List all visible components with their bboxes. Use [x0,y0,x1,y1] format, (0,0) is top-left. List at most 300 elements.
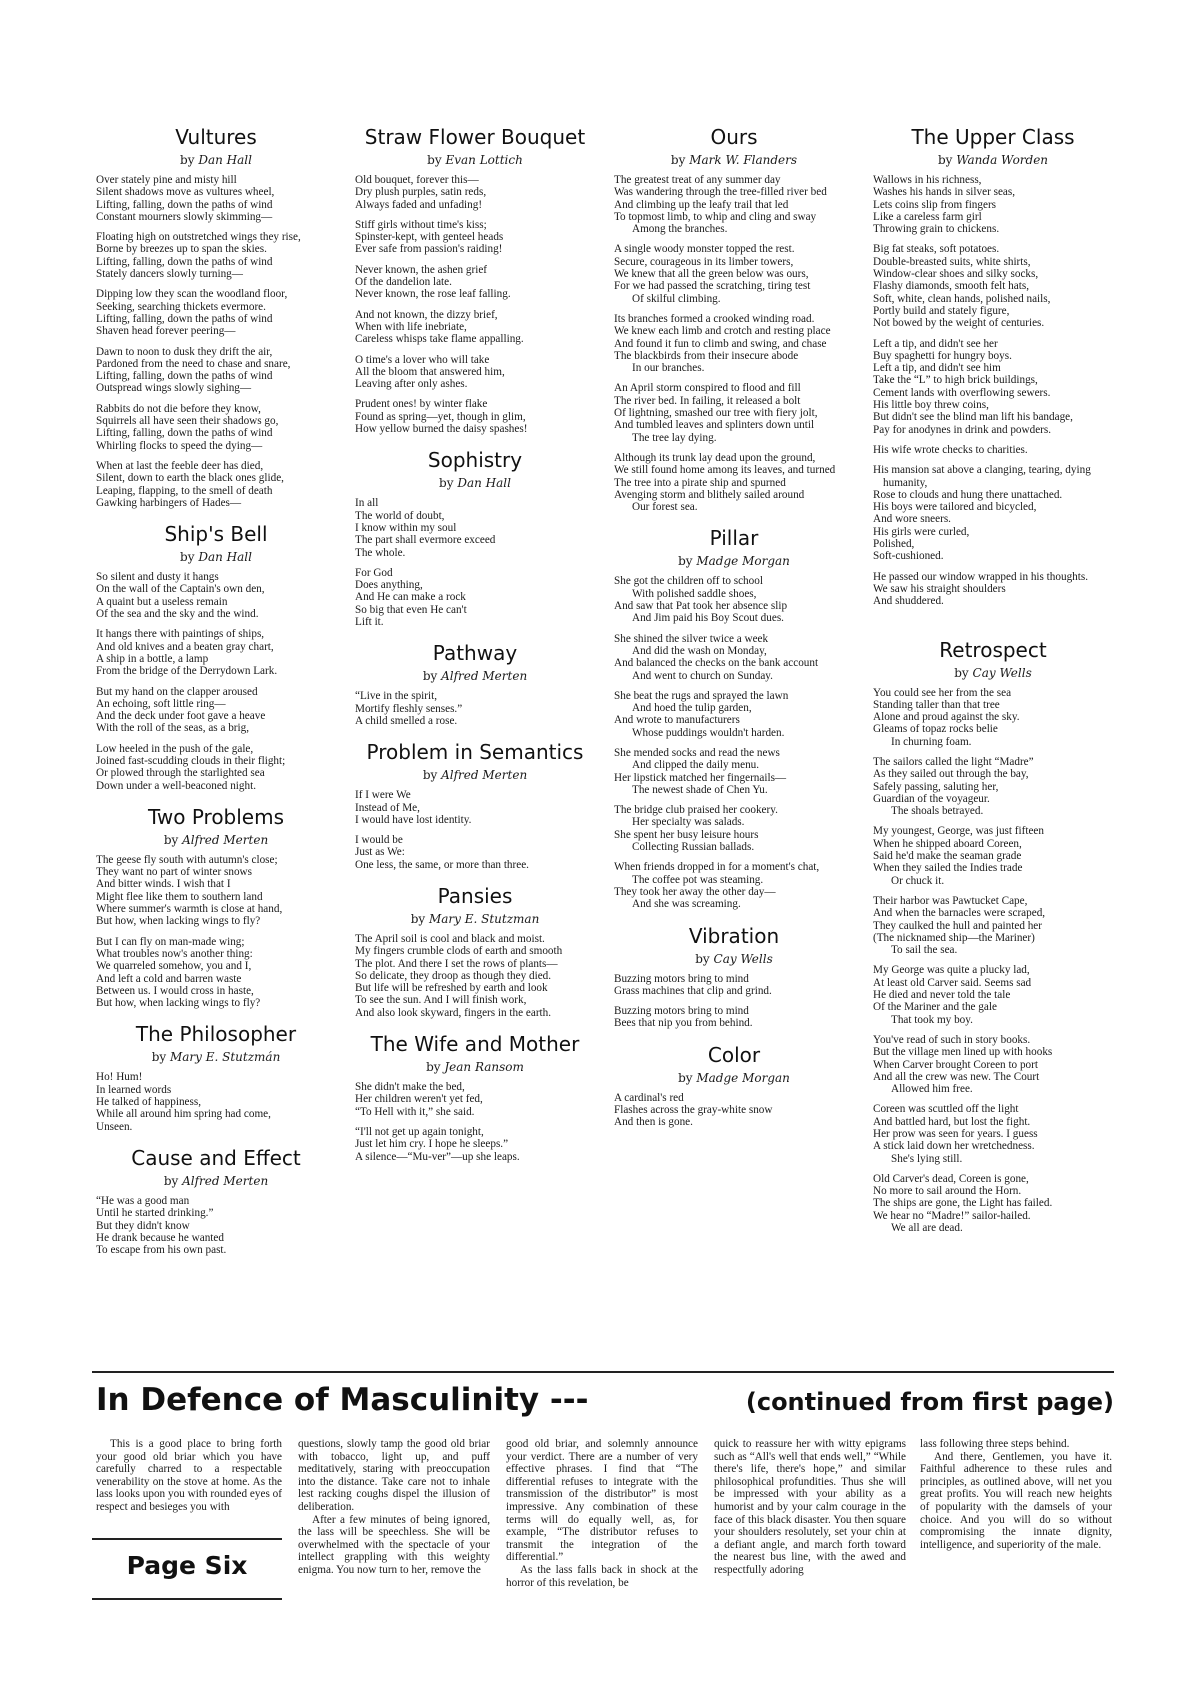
stanza [873,1173,1113,1234]
poem-line: Was wandering through the tree-filled river bed [614,186,827,199]
poem-line: Her children weren't yet fed, [355,1093,483,1106]
poem-author: Jean Ransom [444,1060,524,1075]
poem-line: Silent shadows move as vultures wheel, [96,186,275,199]
poem-line: Lifting, falling, down the paths of wind [96,370,273,383]
poem-line: And the deck under foot gave a heave [96,710,266,723]
poem-line: Her lipstick matched her fingernails— [614,771,787,784]
poem-line: And saw that Pat took her absence slip [614,600,788,613]
poem-retrospect [873,638,1113,1235]
poem-line: We saw his straight shoulders [873,582,1006,595]
poem-line: From the bridge of the Derrydown Lark. [96,665,278,678]
poem-body [355,690,595,727]
article-paragraph: This is a good place to bring forth your good old briar which you have carefully charred to a respectable venerability on the stove at home. As the lass looks upon you with rounded eyes of respect and besieges you with [96,1438,282,1513]
poem-body [355,497,595,628]
article-headline: In Defence of Masculinity --- [96,1382,589,1418]
stanza [96,571,336,620]
poem-line: But my hand on the clapper aroused [96,685,258,698]
poem-line: To topmost limb, to whip and cling and sway [614,210,817,223]
poem-line: Unseen. [96,1120,133,1133]
poem-line: Collecting Russian ballads. [632,841,755,854]
poem-line: But life will be refreshed by earth and look [355,982,548,995]
poem-sophistry [355,448,595,628]
poem-line: Wallows in his richness, [873,174,982,186]
stanza [96,288,336,337]
poem-line: Said he'd make the seaman grade [873,850,1022,863]
poem-line: Grass machines that clip and grind. [614,984,772,997]
poem-title: Vibration [688,923,780,948]
poem-line: And Jim paid his Boy Scout dues. [632,612,784,625]
poem-line: Polished, [873,538,915,551]
stanza [873,687,1113,748]
poem-line: His boys were tailored and bicycled, [873,501,1037,514]
poem-line: Of the sea and the sky and the wind. [96,608,259,621]
poem-line: Low heeled in the push of the gale, [96,742,254,755]
poem-line: Pardoned from the need to chase and snare, [96,357,291,370]
poem-line: Shaven head forever peering— [96,325,236,338]
poem-byline: by Dan Hall [180,550,252,565]
article-paragraph: After a few minutes of being ignored, the lass will be speechless. She will be overwhelmed with the spectacle of your intellect grappling with this weighty enigma. You now turn to her, remove the [298,1513,490,1576]
poem-line: The ships are gone, the Light has failed. [873,1197,1053,1210]
stanza [355,933,595,1019]
poem-line: And then is gone. [614,1116,693,1129]
poem-line: Always faded and unfading! [355,198,483,211]
poem-author: Dan Hall [457,476,511,491]
poem-body [355,1081,595,1163]
poem-line: She spent her busy leisure hours [614,828,759,841]
poem-line: Lifting, falling, down the paths of wind [96,427,273,440]
poem-line: So silent and dusty it hangs [96,571,219,584]
poem-line: My George was quite a plucky lad, [873,964,1030,977]
poem-line: Dipping low they scan the woodland floor, [96,288,288,301]
poem-byline: by Madge Morgan [678,1070,790,1085]
poem-line: Bees that nip you from behind. [614,1017,753,1030]
poem-line: And went to church on Sunday. [632,669,773,682]
poem-line: The whole. [355,546,406,559]
poem-body [96,1071,336,1132]
page-label-rule-top [92,1538,282,1540]
poem-author: Dan Hall [198,153,252,167]
stanza [873,243,1113,329]
stanza [96,231,336,280]
poem-line: The coffee pot was steaming. [632,873,764,886]
poem-line: Where summer's warmth is close at hand, [96,903,283,916]
poem-line: Joined fast-scudding clouds in their flight; [96,754,286,767]
poem-line: Constant mourners slowly skimming— [96,210,273,223]
poem-line: But I can fly on man-made wing; [96,935,245,948]
poem-line: Guardian of the voyageur. [873,792,990,805]
poem-line: And wore sneers. [873,513,951,526]
poem-title: Vultures [175,125,257,149]
stanza [96,628,336,677]
stanza [355,567,595,628]
article-headline-row [96,1382,1114,1426]
article-paragraph: quick to reassure her with witty epigrams such as “All's well that ends well,” “While there's life, there's hope,” and similar philosophical profundities. Thus she will be impressed with your ability as a humorist and by your calm courage in the face of this black disaster. You then square your shoulders resolutely, set your chin at a defiant angle, and march forth toward the nearest bus line, with the awed and respectfully adoring [714,1438,906,1576]
poem-line: And He can make a rock [355,591,466,604]
poem-line: For we had passed the scratching, tiring test [614,280,811,293]
article-paragraph: And there, Gentlemen, you have it. Faithful adherence to these rules and principles, as outlined above, will net you great profits. You will reach new heights of popularity with the damsels of your choice. And you will do so without compromising the innate dignity, intelligence, and superiority of the male. [920,1450,1112,1551]
poem-line: Ho! Hum! [96,1071,143,1084]
poem-byline: by Mark W. Flanders [670,153,798,167]
poem-line: And she was screaming. [632,898,741,911]
poem-line: Cement lands with overflowing sewers. [873,386,1051,399]
poem-line: Down under a well-beaconed night. [96,779,256,792]
poem-line: And clipped the daily menu. [632,759,760,772]
poem-philosopher [96,1022,336,1132]
poem-line: Old Carver's dead, Coreen is gone, [873,1172,1029,1185]
poem-line: I know within my soul [355,521,457,534]
poem-line: In churning foam. [891,735,972,748]
poem-line: But they didn't know [96,1219,190,1232]
poem-byline: by Mary E. Stutzman [410,911,540,926]
poem-byline: by Wanda Worden [937,153,1049,167]
poem-line: And hoed the tulip garden, [632,702,752,715]
poem-line: And balanced the checks on the bank account [614,657,819,670]
poem-title: Pathway [432,641,518,666]
poem-vibration [614,924,854,1030]
poem-title: The Philosopher [135,1022,297,1047]
poem-line: Avenging storm and blithely sailed around [614,488,805,501]
poem-line: When he shipped aboard Coreen, [873,837,1022,850]
stanza [355,354,595,391]
stanza [873,464,1113,562]
stanza [614,575,854,624]
poem-line: Big fat steaks, soft potatoes. [873,243,1000,256]
poem-line: Buzzing motors bring to mind [614,972,749,985]
poem-line: She didn't make the bed, [355,1081,465,1094]
stanza [614,747,854,796]
article-column-5 [920,1438,1112,1551]
stanza [614,690,854,739]
poem-line: An echoing, soft little ring— [96,697,226,710]
poem-line: Never known, the rose leaf falling. [355,288,511,301]
poem-line: Its branches formed a crooked winding road. [614,312,815,325]
poem-line: And when the barnacles were scraped, [873,907,1046,920]
poem-line: Her prow was seen for years. I guess [873,1128,1038,1140]
section-divider [92,1371,1114,1373]
stanza [614,633,854,682]
poem-author: Evan Lottich [445,153,523,167]
poem-line: We still found home among its leaves, and turned [614,464,836,477]
poem-line: Of the Mariner and the gale [873,1001,997,1014]
poem-line: Safely passing, saluting her, [873,780,999,793]
poem-line: And old knives and a beaten gray chart, [96,640,274,653]
poem-byline: by Dan Hall [180,153,252,167]
poem-line: Allowed him free. [891,1083,973,1096]
poem-body [873,174,1113,608]
poem-title: Problem in Semantics [366,740,584,765]
poem-line: The plot. And there I set the rows of plants— [355,957,558,970]
stanza [614,313,854,374]
poem-line: And also look skyward, fingers in the earth. [355,1006,552,1019]
poem-body [614,1092,854,1129]
poem-line: Instead of Me, [355,801,420,814]
poem-author: Dan Hall [198,550,252,565]
poem-line: The shoals betrayed. [891,805,984,818]
stanza [96,686,336,735]
poem-line: Lifting, falling, down the paths of wind [96,312,273,325]
stanza [873,1103,1113,1164]
poem-line: I would be [355,834,403,847]
poem-line: Borne by breezes up to span the skies. [96,243,267,256]
poem-line: Take the “L” to high brick buildings, [873,374,1038,387]
article-column-2 [298,1438,490,1577]
poem-line: Throwing grain to chickens. [873,223,1000,236]
poem-byline: by Cay Wells [695,951,773,966]
poem-line: We hear no “Madre!” sailor-hailed. [873,1209,1031,1222]
poem-line: And bitter winds. I wish that I [96,878,231,891]
poem-line: She got the children off to school [614,575,763,588]
poem-byline: by Alfred Merten [422,768,528,783]
poem-line: But the village men lined up with hooks [873,1046,1053,1059]
poem-upper-class [873,125,1113,608]
poem-line: We quarreled somehow, you and I, [96,960,252,973]
poem-byline: by Cay Wells [954,665,1032,680]
poem-line: My fingers crumble clods of earth and smooth [355,945,563,958]
poem-two-problems [96,805,336,1010]
stanza [96,403,336,452]
poem-byline: by Dan Hall [439,476,511,491]
article-paragraph: questions, slowly tamp the good old briar with tobacco, light up, and puff meditatively, staring with preoccupation into the distance. Take care not to inhale lest racking coughs dispel the illusion of deliberation. [298,1438,490,1513]
stanza [614,382,854,443]
poem-line: Among the branches. [632,223,728,236]
poem-line: For God [355,566,393,579]
stanza [614,973,854,998]
stanza [614,243,854,304]
poem-line: Of lightning, smashed our tree with fiery jolt, [614,407,818,420]
poem-line: And wrote to manufacturers [614,714,740,727]
poem-line: Or plowed through the starlighted sea [96,767,265,780]
poem-line: They want no part of winter snows [96,866,252,879]
poem-title: Color [707,1042,761,1067]
poem-line: He died and never told the tale [873,989,1011,1002]
poem-line: They caulked the hull and painted her [873,919,1042,932]
poem-line: The world of doubt, [355,509,445,522]
poem-line: Standing taller than that tree [873,698,1000,711]
poem-line: His girls were curled, [873,525,970,538]
poem-line: A single woody monster topped the rest. [614,243,795,256]
poem-line: Gleams of topaz rocks belie [873,723,998,736]
poem-line: I would have lost identity. [355,813,472,826]
poem-line: Buy spaghetti for hungry boys. [873,349,1012,362]
poem-line: Until he started drinking.” [96,1207,214,1220]
poem-body [96,571,336,792]
poem-line: A quaint but a useless remain [96,595,228,608]
poem-line: And did the wash on Monday, [632,644,767,657]
poem-line: And left a cold and barren waste [96,972,242,985]
stanza [355,834,595,871]
poem-author: Cay Wells [972,665,1032,680]
poem-line: When friends dropped in for a moment's chat, [614,861,820,874]
poem-author: Mary E. Stutzmán [169,1050,281,1065]
poem-line: On the wall of the Captain's own den, [96,583,265,596]
poem-line: We knew each limb and crotch and resting place [614,325,831,338]
poem-line: Pay for anodynes in drink and powders. [873,423,1052,436]
poem-line: As they sailed out through the bay, [873,768,1029,781]
poem-line: Might flee like them to southern land [96,890,263,903]
poem-line: At least old Carver said. Seems sad [873,976,1032,989]
poem-line: Portly build and stately figure, [873,304,1010,317]
poem-byline: by Evan Lottich [427,153,523,167]
poem-author: Madge Morgan [696,554,790,569]
article-column-3 [506,1438,698,1589]
poem-line: One less, the same, or more than three. [355,858,529,871]
poem-line: The April soil is cool and black and moist. [355,932,545,945]
article-paragraph: good old briar, and solemnly announce your verdict. There are a number of very effective phrases. I find that “The differential refuses to integrate with the transmission of the distributor” is most impressive. Any combination of these terms will do equally well, as, for example, “The distributor refuses to transmit the integration of the differential.” [506,1438,698,1564]
poem-line: She beat the rugs and sprayed the lawn [614,689,789,702]
poem-pathway [355,641,595,727]
poem-line: The geese fly south with autumn's close; [96,853,278,866]
poem-line: Leaping, flapping, to the smell of death [96,484,273,497]
stanza [873,571,1113,608]
poem-line: The blackbirds from their insecure abode [614,349,799,362]
poem-author: Alfred Merten [182,1173,269,1188]
poem-line: Double-breasted suits, white shirts, [873,255,1031,268]
poem-line: When with life inebriate, [355,320,467,333]
poem-line: Does anything, [355,579,423,592]
poem-byline: by Madge Morgan [678,554,790,569]
poem-line: The bridge club praised her cookery. [614,804,778,817]
poem-line: Buzzing motors bring to mind [614,1005,749,1018]
poem-title: The Wife and Mother [370,1032,580,1057]
poem-line: To see the sun. And I will finish work, [355,994,527,1007]
poem-line: Mortify fleshly senses.” [355,702,463,715]
poem-line: Silent, down to earth the black ones glide, [96,472,284,485]
poem-title: Pansies [437,883,513,908]
poem-line: Prudent ones! by winter flake [355,398,488,411]
stanza [873,444,1113,456]
poem-line: Leaving after only ashes. [355,378,468,391]
poem-body [614,575,854,910]
poem-line: An April storm conspired to flood and fill [614,382,801,395]
poem-line: Of the dandelion late. [355,276,452,289]
poem-line: Washes his hands in silver seas, [873,186,1016,199]
poem-line: And shuddered. [873,595,944,608]
poem-line: And battled hard, but lost the fight. [873,1115,1031,1128]
poem-line: Left a tip, and didn't see her [873,337,998,350]
poem-line: Dry plush purples, satin reds, [355,186,487,199]
poem-line: Window-clear shoes and silky socks, [873,268,1039,281]
poem-byline: by Alfred Merten [163,1173,269,1188]
poem-body [355,174,595,435]
poem-line: Or chuck it. [891,874,945,887]
poem-line: Left a tip, and didn't see him [873,362,1001,375]
poem-line: He passed our window wrapped in his thoughts. [873,570,1089,583]
poem-author: Alfred Merten [441,768,528,783]
poem-line: “He was a good man [96,1194,190,1207]
poem-wife-mother [355,1032,595,1163]
poem-line: (The nicknamed ship—the Mariner) [873,931,1035,944]
poem-line: She's lying still. [891,1152,963,1165]
poem-line: He drank because he wanted [96,1231,224,1244]
poem-line: Not bowed by the weight of centuries. [873,317,1045,330]
poem-line: With the roll of the seas, as a brig, [96,722,250,735]
stanza [355,264,595,301]
poem-line: Rabbits do not die before they know, [96,402,261,415]
page-label: Page Six [126,1551,248,1580]
poem-line: And climbing up the leafy trail that led [614,198,789,211]
poem-line: Secure, courageous in its limber towers, [614,255,794,268]
poem-line: Coreen was scuttled off the light [873,1103,1019,1116]
poem-line: Their harbor was Pawtucket Cape, [873,894,1028,907]
poem-line: Found as spring—yet, though in glim, [355,410,526,423]
stanza [614,861,854,910]
poem-line: A silence—“Mu-ver”—up she leaps. [355,1150,520,1163]
poem-line: Over stately pine and misty hill [96,174,237,186]
poem-line: Squirrels all have seen their shadows go, [96,415,279,428]
poem-line: Rose to clouds and hung there unattached. [873,488,1063,501]
poem-body [873,687,1113,1235]
poem-line: Soft, white, clean hands, polished nails, [873,292,1051,305]
poem-line: Ever safe from passion's raiding! [355,243,503,256]
poem-line: Floating high on outstretched wings they rise, [96,231,301,244]
poem-line: She mended socks and read the news [614,746,780,759]
poem-line: No more to sail around the Horn. [873,1185,1022,1198]
poem-line: And tumbled leaves and splinters down until [614,419,815,432]
poem-line: To sail the sea. [891,944,958,957]
stanza [614,174,854,235]
poem-line: Lifting, falling, down the paths of wind [96,255,273,268]
poem-body [96,854,336,1010]
poem-line: Soft-cushioned. [873,550,944,563]
poem-line: Flashes across the gray-white snow [614,1104,773,1117]
poem-column-3 [614,125,854,1142]
poem-column-4 [873,125,1113,1247]
poem-line: You could see her from the sea [873,686,1012,699]
poem-line: But didn't see the blind man lift his bandage, [873,411,1073,424]
poem-line: “I'll not get up again tonight, [355,1125,484,1138]
poem-body [96,1195,336,1256]
poem-line: The sailors called the light “Madre” [873,755,1034,768]
poem-line: When they sailed the Indies trade [873,862,1023,875]
stanza [355,174,595,211]
poem-line: O time's a lover who will take [355,353,490,366]
poem-title: Ship's Bell [164,522,268,547]
poem-straw-flower [355,125,595,435]
poem-line: We knew that all the green below was ours, [614,268,809,281]
poem-body [96,174,336,509]
poem-line: How yellow burned the daisy spashes! [355,423,528,436]
poem-byline: by Alfred Merten [163,832,269,847]
article-column-1 [96,1438,282,1514]
poem-ours [614,125,854,513]
poem-line: The tree lay dying. [632,431,717,444]
poem-line: Lets coins slip from fingers [873,198,997,211]
poem-line: To escape from his own past. [96,1244,227,1257]
poem-line: Outspread wings slowly sighing— [96,382,252,395]
poem-line: He talked of happiness, [96,1096,202,1109]
poem-line: A ship in a bottle, a lamp [96,652,209,665]
poem-line: A child smelled a rose. [355,714,458,727]
poem-body [614,174,854,513]
poem-title: Cause and Effect [131,1145,301,1170]
stanza [614,452,854,513]
stanza [355,1081,595,1118]
poem-title: Pillar [709,526,759,551]
poem-line: And all the crew was new. The Court [873,1070,1040,1083]
stanza [614,804,854,853]
stanza [96,936,336,1010]
poem-line: Whose puddings wouldn't harden. [632,726,785,739]
poem-body [614,973,854,1030]
poem-line: It hangs there with paintings of ships, [96,628,265,641]
poem-line: Stiff girls without time's kiss; [355,218,487,231]
stanza [873,338,1113,436]
stanza [355,219,595,256]
poem-line: The newest shade of Chen Yu. [632,783,768,796]
poem-line: His mansion sat above a clanging, tearing, dying humanity, [873,464,1091,489]
poem-line: Our forest sea. [632,501,698,514]
poem-line: Gawking harbingers of Hades— [96,496,242,509]
